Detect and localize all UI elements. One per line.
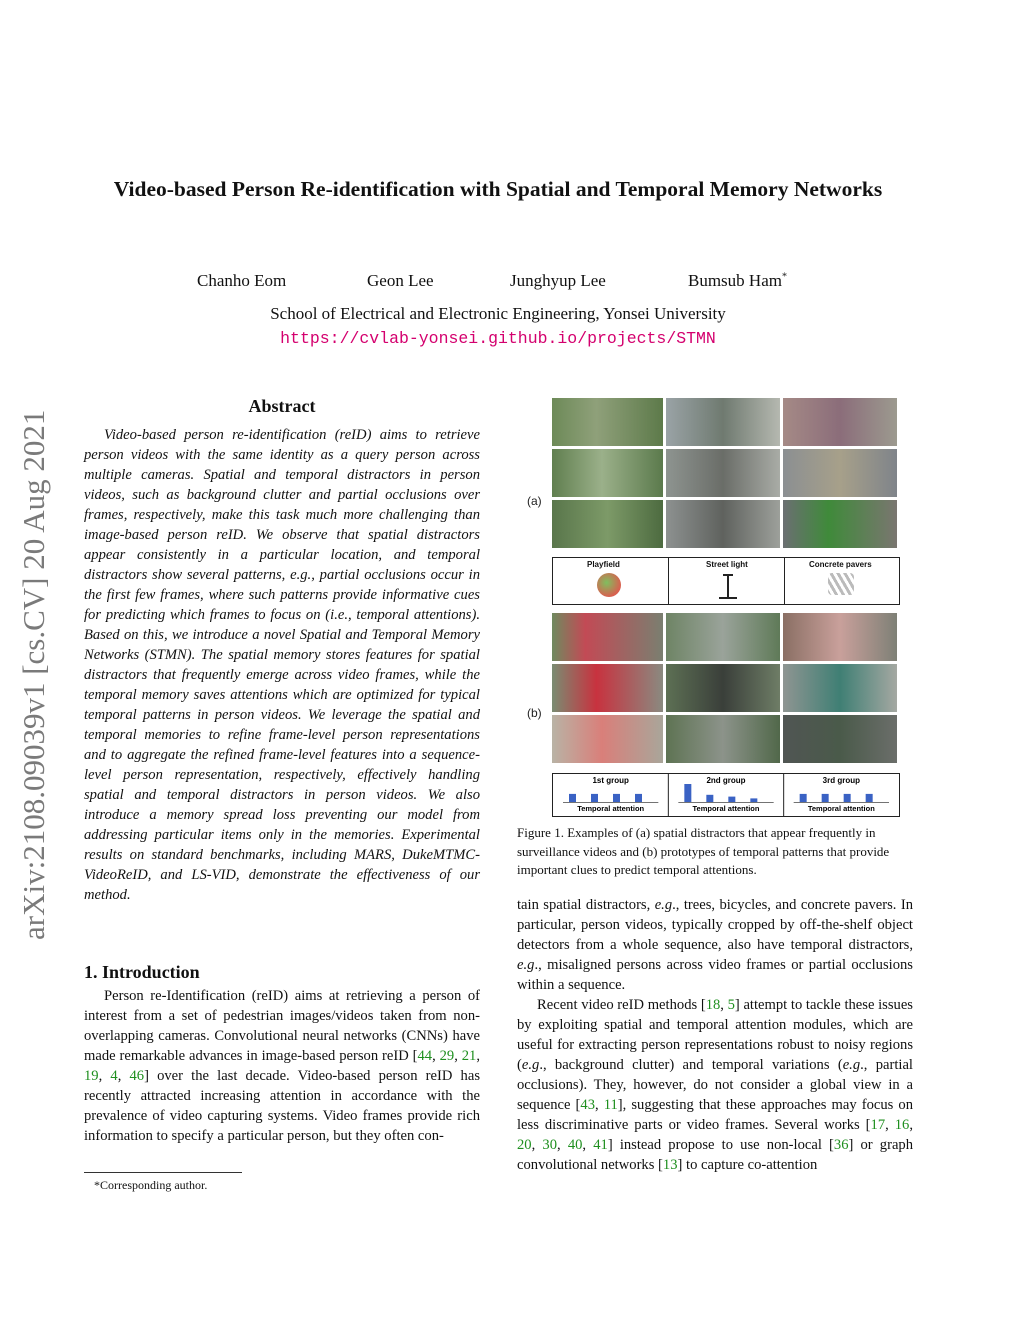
photo-grid-a: [552, 398, 900, 549]
video-frame-strip: [783, 449, 897, 497]
temporal-attention-label: Temporal attention: [807, 804, 875, 813]
spatial-distractor-panel: [552, 557, 900, 605]
playfield-icon: [597, 573, 621, 597]
video-frame-strip: [783, 613, 897, 661]
group-label: 3rd group: [822, 776, 861, 785]
street-light-icon: [717, 572, 739, 600]
video-frame-strip: [552, 664, 663, 712]
video-frame-strip: [552, 500, 663, 548]
attention-bar: [591, 794, 598, 802]
concrete-pavers-icon: [828, 573, 854, 595]
figure-label-b: (b): [527, 706, 542, 720]
video-frame-strip: [666, 715, 780, 763]
group-label: 2nd group: [706, 776, 746, 785]
citation-link[interactable]: 13: [662, 1157, 678, 1173]
video-frame-strip: [552, 449, 663, 497]
video-frame-strip: [552, 398, 663, 446]
citation-link[interactable]: 19: [84, 1068, 99, 1084]
video-frame-strip: [666, 613, 780, 661]
temporal-attention-label: Temporal attention: [577, 804, 645, 813]
attention-bar: [844, 794, 851, 802]
temporal-pattern-panel: [552, 773, 900, 817]
attention-bar: [613, 794, 620, 802]
citation-link[interactable]: 43: [580, 1097, 595, 1113]
figure-1: [522, 396, 906, 820]
attention-bar: [750, 798, 757, 802]
video-frame-strip: [783, 398, 897, 446]
video-frame-strip: [783, 500, 897, 548]
temporal-attention-label: Temporal attention: [692, 804, 760, 813]
abstract-text: Video-based person re-identification (reID) aims to retrieve person videos with the same identity as a query person across multiple cameras. Spatial and temporal distractors in person videos, such as background clutter and partial occlusions over frames, respectively, make this task much more challenging than image-based person reID. We observe that spatial distractors appear consistently in a particular location, and temporal distractors show several patterns, e.g., partial occlusions occur in the first few frames, where such patterns provide informative cues for predicting which frames to focus on (i.e., temporal attentions). Based on this, we introduce a novel Spatial and Temporal Memory Networks (STMN). The spatial memory stores features for spatial distractors that frequently emerge across video frames, while the temporal memory saves attentions which are optimized for typical temporal patterns in person videos. We leverage the spatial and temporal memories to refine frame-level person representations and to aggregate the refined frame-level features into a sequence-level person representation, respectively, effectively handling spatial and temporal distractors in person videos. We also introduce a memory spread loss preventing our model from addressing particular items only in the memories. Experimental results on standard benchmarks, including MARS, DukeMTMC-VideoReID, and LS-VID, demonstrate the effectiveness of our method.: [84, 427, 480, 903]
attention-bar: [822, 794, 829, 802]
citation-link[interactable]: 29: [439, 1048, 455, 1064]
photo-grid-b: [552, 613, 900, 766]
citation-link[interactable]: 21: [461, 1048, 477, 1064]
section-heading-introduction: 1. Introduction: [84, 962, 200, 982]
citation-link[interactable]: 16: [894, 1117, 910, 1133]
citation-link[interactable]: 11: [603, 1097, 618, 1113]
temporal-attention-bars: [553, 774, 899, 816]
footnote: *Corresponding author.: [94, 1178, 208, 1192]
abstract-heading: Abstract: [248, 396, 316, 416]
arxiv-stamp: arXiv:2108.09039v1 [cs.CV] 20 Aug 2021: [16, 409, 51, 940]
distractor-label: Concrete pavers: [809, 560, 872, 569]
video-frame-strip: [666, 398, 780, 446]
attention-bar: [684, 784, 691, 802]
citation-link[interactable]: 40: [567, 1137, 583, 1153]
video-frame-strip: [666, 449, 780, 497]
video-frame-strip: [552, 613, 663, 661]
attention-bar: [569, 794, 576, 802]
author-name: Junghyup Lee: [510, 271, 606, 290]
citation-link[interactable]: 20: [517, 1137, 532, 1153]
right-paragraph-2: Recent video reID methods [18, 5] attempt to tackle these issues by exploiting spatial and temporal attention modules, which are useful for extracting person representations robust to noisy regions (e.g., background clutter) and temporal variations (e.g., partial occlusions). They, however, do not consider a global view in a sequence [43, 11], suggesting that these approaches may focus on less discriminative parts or video frames. Several works [17, 16, 20, 30, 40, 41] instead propose to use non-local [36] or graph convolutional networks [13] to capture co-attention: [517, 997, 914, 1173]
footnote-rule: [84, 1172, 242, 1173]
citation-link[interactable]: 41: [593, 1137, 608, 1153]
citation-link[interactable]: 5: [727, 997, 735, 1013]
video-frame-strip: [783, 664, 897, 712]
author-name: Geon Lee: [367, 271, 434, 290]
video-frame-strip: [783, 715, 897, 763]
author-name: Chanho Eom: [197, 271, 287, 290]
paper-title: Video-based Person Re-identification with Spatial and Temporal Memory Networks: [113, 177, 883, 201]
video-frame-strip: [666, 664, 780, 712]
attention-bar: [635, 794, 642, 802]
attention-bar: [706, 795, 713, 802]
author-list: [150, 271, 850, 295]
affiliation: School of Electrical and Electronic Engineering, Yonsei University: [270, 304, 726, 323]
author-name-corresponding: Bumsub Ham*: [688, 271, 787, 290]
video-frame-strip: [552, 715, 663, 763]
citation-link[interactable]: 46: [129, 1068, 145, 1084]
figure-label-a: (a): [527, 494, 542, 508]
project-url-link[interactable]: https://cvlab-yonsei.github.io/projects/STMN: [280, 329, 716, 348]
corresponding-mark: *: [781, 271, 787, 283]
distractor-label: Street light: [706, 560, 748, 569]
right-paragraph-1: tain spatial distractors, e.g., trees, bicycles, and concrete pavers. In particular, person videos, typically cropped by off-the-shelf object detectors from a whole sequence, also have temporal distractors, e.g., misaligned persons across video frames or partial occlusions within a sequence.: [517, 897, 913, 993]
citation-link[interactable]: 17: [870, 1117, 886, 1133]
distractor-label: Playfield: [587, 560, 620, 569]
citation-link[interactable]: 30: [542, 1137, 557, 1153]
group-label: 1st group: [592, 776, 629, 785]
attention-bar: [866, 794, 873, 802]
attention-bar: [800, 794, 807, 802]
intro-paragraph: Person re-Identification (reID) aims at retrieving a person of interest from a set of pedestrian images/videos taken from non-overlapping cameras. Convolutional neural networks (CNNs) have made remarkable advances in image-based person reID [44, 29, 21, 19, 4, 46] over the last decade. Video-based person reID has recently attracted increasing attention in accordance with the prevalence of video capturing systems. Video frames provide rich information to specify a particular person, but they often con-: [84, 988, 480, 1144]
citation-link[interactable]: 4: [110, 1068, 118, 1084]
video-frame-strip: [666, 500, 780, 548]
attention-bar: [728, 797, 735, 802]
citation-link[interactable]: 18: [705, 997, 721, 1013]
citation-link[interactable]: 44: [417, 1048, 433, 1064]
figure-caption: Figure 1. Examples of (a) spatial distractors that appear frequently in surveillance videos and (b) prototypes of temporal patterns that provide important clues to predict temporal attentions.: [517, 825, 890, 877]
citation-link[interactable]: 36: [833, 1137, 849, 1153]
